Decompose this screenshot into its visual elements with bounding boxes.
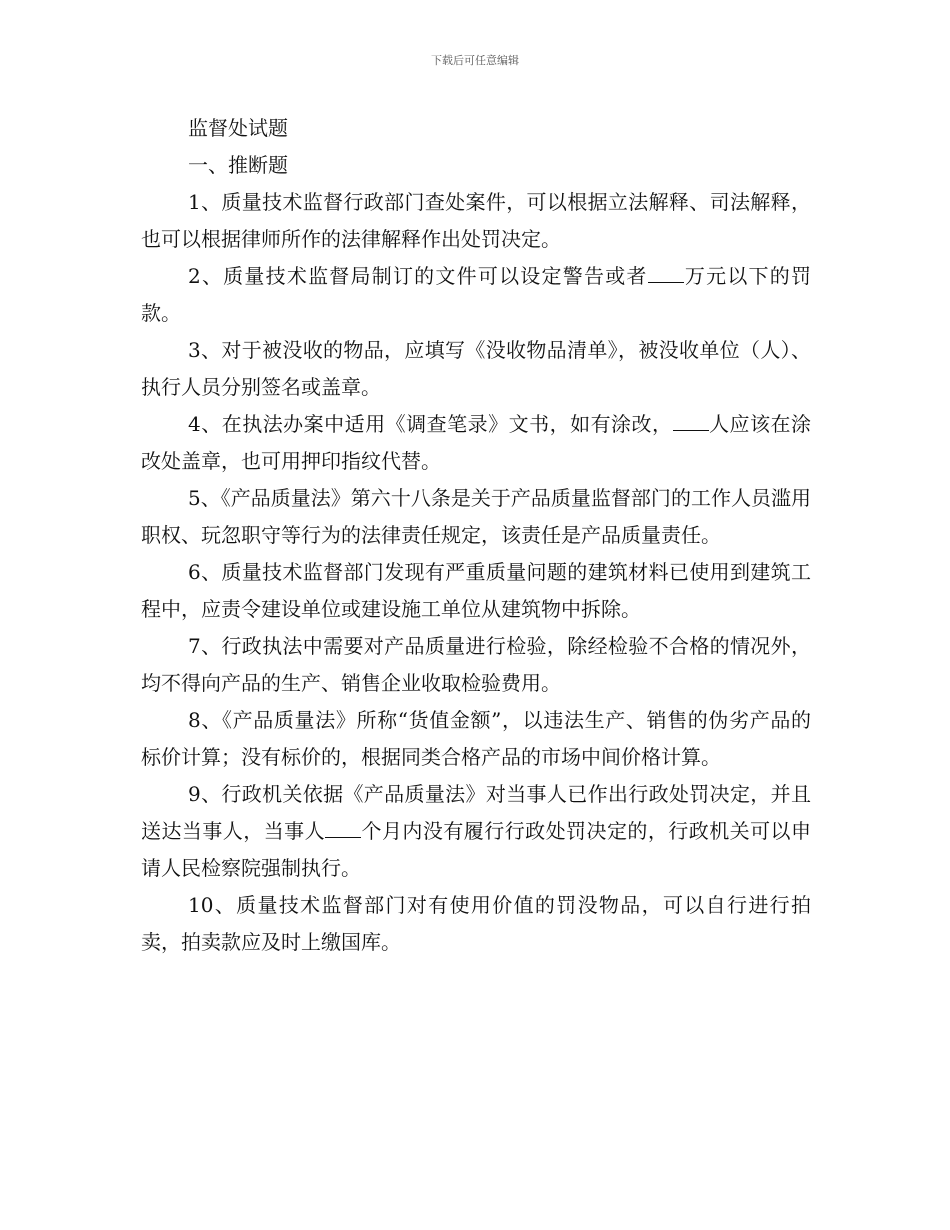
question-8 xyxy=(141,702,811,776)
question-5 xyxy=(141,480,811,554)
section-heading: 一、推断题 xyxy=(188,153,288,177)
question-7 xyxy=(141,628,811,702)
question-text: 10、质量技术监督部门对有使用价值的罚没物品，可以自行进行拍卖，拍卖款应及时上缴国库。 xyxy=(141,893,811,954)
question-text: 4、在执法办案中适用《调查笔录》文书，如有涂改， xyxy=(188,412,673,436)
header-note: 下载后可任意编辑 xyxy=(431,54,519,67)
question-text: 2、质量技术监督局制订的文件可以设定警告或者 xyxy=(188,264,648,288)
question-9 xyxy=(141,776,811,887)
question-text: 万元以下的罚款。 xyxy=(141,264,811,325)
question-text: 1、质量技术监督行政部门查处案件，可以根据立法解释、司法解释，也可以根据律师所作的法律解释作出处罚决定。 xyxy=(141,190,811,251)
question-text: 个月内没有履行行政处罚决定的，行政机关可以申请人民检察院强制执行。 xyxy=(141,819,812,880)
question-10 xyxy=(141,887,811,961)
answer-blank xyxy=(673,412,709,431)
document-title: 监督处试题 xyxy=(188,116,288,140)
question-text: 9、行政机关依据《产品质量法》对当事人已作出行政处罚决定，并且送达当事人，当事人 xyxy=(141,782,811,843)
question-3 xyxy=(141,332,811,406)
question-text: 3、对于被没收的物品，应填写《没收物品清单》，被没收单位（人）、执行人员分别签名或盖章。 xyxy=(141,338,811,399)
question-text: 5、《产品质量法》第六十八条是关于产品质量监督部门的工作人员滥用职权、玩忽职守等行为的法律责任规定，该责任是产品质量责任。 xyxy=(141,486,811,547)
question-6 xyxy=(141,554,811,628)
question-4 xyxy=(141,406,811,480)
question-text: 人应该在涂改处盖章，也可用押印指纹代替。 xyxy=(141,412,811,473)
answer-blank xyxy=(325,819,361,838)
question-2 xyxy=(141,258,811,332)
question-text: 7、行政执法中需要对产品质量进行检验，除经检验不合格的情况外，均不得向产品的生产、销售企业收取检验费用。 xyxy=(141,634,811,695)
question-text: 6、质量技术监督部门发现有严重质量问题的建筑材料已使用到建筑工程中，应责令建设单位或建设施工单位从建筑物中拆除。 xyxy=(141,560,811,621)
question-text: 8、《产品质量法》所称“货值金额”，以违法生产、销售的伪劣产品的标价计算；没有标价的，根据同类合格产品的市场中间价格计算。 xyxy=(141,708,811,769)
document-body xyxy=(141,110,811,961)
answer-blank xyxy=(648,264,684,283)
question-1 xyxy=(141,184,811,258)
